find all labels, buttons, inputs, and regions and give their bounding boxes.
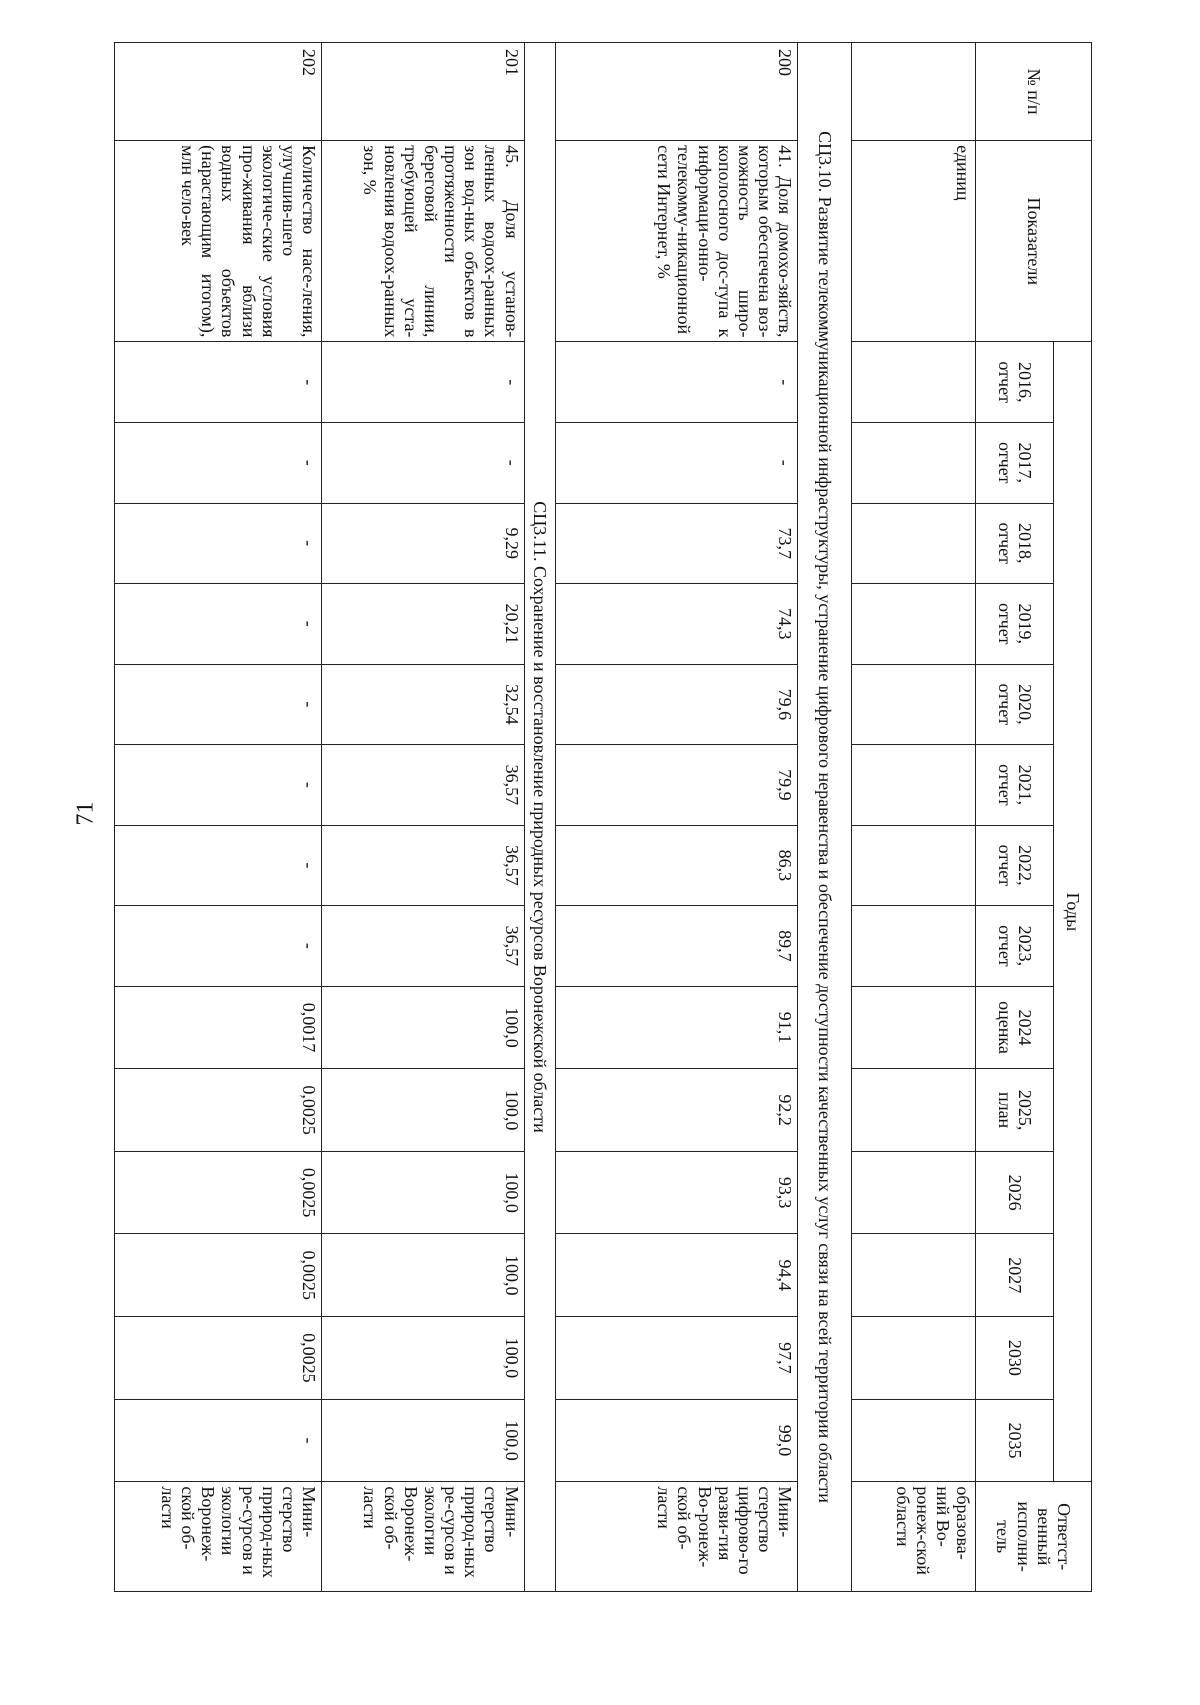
header-year: 2035 — [976, 1399, 1054, 1482]
cell-value: 9,29 — [322, 503, 525, 584]
section-title: СЦ3.11. Сохранение и восстановление природных ресурсов Воронежской области — [524, 43, 555, 1592]
cell-no: 201 — [322, 43, 525, 141]
cell-value: 94,4 — [555, 1234, 798, 1317]
cell-indicator: 45. Доля установ-ленных водоох-ранных зон вод-ных объектов в протяженности береговой линии, требующей уста-новления водоох-ранных зон, % — [322, 141, 525, 342]
cell-indicator: 41. Доля домохо-зяйств, которым обеспечена воз-можность широ-кополосного дос-тупа к информаци-онно-телекомму-никационной сети Интернет, % — [555, 141, 798, 342]
table-row — [115, 43, 322, 1592]
header-year: 2026 — [976, 1151, 1054, 1234]
cell-value: - — [115, 664, 322, 745]
cell-value: 100,0 — [322, 986, 525, 1069]
cell-no — [851, 43, 976, 141]
section-title: СЦ3.10. Развитие телекоммуникационной инфраструктуры, устранение цифрового неравенства и обеспечение доступности качественных услуг связи на всей территории области — [798, 43, 851, 1592]
cell-value: - — [115, 342, 322, 423]
header-indicator: Показатели — [976, 141, 1092, 342]
header-year: 2020, отчет — [976, 664, 1054, 745]
cell-value: 92,2 — [555, 1069, 798, 1152]
table-row-continuation — [851, 43, 976, 1592]
cell-value: 100,0 — [322, 1151, 525, 1234]
cell-value: 89,7 — [555, 906, 798, 987]
cell-value: 100,0 — [322, 1399, 525, 1482]
cell-responsible: образова-ний Во-ронеж-ской области — [851, 1482, 976, 1592]
section-row — [524, 43, 555, 1592]
cell-value: 100,0 — [322, 1069, 525, 1152]
header-year: 2018, отчет — [976, 503, 1054, 584]
cell-value: - — [115, 906, 322, 987]
cell-value: - — [555, 422, 798, 503]
cell-no: 202 — [115, 43, 322, 141]
cell-value: 74,3 — [555, 584, 798, 665]
header-year: 2016, отчет — [976, 342, 1054, 423]
cell-value: - — [115, 825, 322, 906]
header-row-top — [1054, 43, 1092, 1592]
cell-indicator: единиц — [851, 141, 976, 342]
cell-value: 20,21 — [322, 584, 525, 665]
cell-value: - — [555, 342, 798, 423]
header-year: 2021, отчет — [976, 745, 1054, 826]
header-year: 2017, отчет — [976, 422, 1054, 503]
cell-value: 100,0 — [322, 1234, 525, 1317]
indicators-table — [114, 42, 1092, 1592]
header-years-group: Годы — [1054, 342, 1092, 1482]
cell-value: - — [115, 503, 322, 584]
table-row — [322, 43, 525, 1592]
cell-value: 0,0017 — [115, 986, 322, 1069]
cell-value: 32,54 — [322, 664, 525, 745]
cell-value: 0,0025 — [115, 1151, 322, 1234]
cell-value: 36,57 — [322, 745, 525, 826]
cell-value: - — [115, 584, 322, 665]
header-responsible: Ответст-венный исполни-тель — [976, 1482, 1092, 1592]
cell-responsible: Мини-стерство природ-ных ре-сурсов и экологии Воронеж-ской об-ласти — [115, 1482, 322, 1592]
cell-value: 0,0025 — [115, 1069, 322, 1152]
cell-value: 86,3 — [555, 825, 798, 906]
cell-value: 0,0025 — [115, 1234, 322, 1317]
cell-no: 200 — [555, 43, 798, 141]
cell-value: - — [115, 745, 322, 826]
cell-value: 73,7 — [555, 503, 798, 584]
header-year: 2022, отчет — [976, 825, 1054, 906]
table-row — [555, 43, 798, 1592]
cell-value: - — [115, 1399, 322, 1482]
cell-responsible: Мини-стерство цифрово-го разви-тия Во-ронеж-ской об-ласти — [555, 1482, 798, 1592]
header-year: 2024 оценка — [976, 986, 1054, 1069]
cell-indicator: Количество насе-ления, улучшив-шего экологиче-ские условия про-живания вблизи водных объектов (нарастающим итогом), млн чело-век — [115, 141, 322, 342]
header-year: 2019, отчет — [976, 584, 1054, 665]
header-year: 2023, отчет — [976, 906, 1054, 987]
header-year: 2030 — [976, 1317, 1054, 1400]
cell-value: 36,57 — [322, 906, 525, 987]
cell-value: - — [115, 422, 322, 503]
cell-value: - — [322, 422, 525, 503]
section-row — [798, 43, 851, 1592]
cell-value: 79,6 — [555, 664, 798, 745]
cell-value: 91,1 — [555, 986, 798, 1069]
rotated-table-container — [114, 42, 1092, 1592]
cell-value: 99,0 — [555, 1399, 798, 1482]
cell-value: 0,0025 — [115, 1317, 322, 1400]
cell-value: - — [322, 342, 525, 423]
header-year: 2027 — [976, 1234, 1054, 1317]
header-no: № п/п — [976, 43, 1092, 141]
cell-value: 79,9 — [555, 745, 798, 826]
page-number: 71 — [72, 801, 99, 826]
cell-value: 36,57 — [322, 825, 525, 906]
cell-value: 93,3 — [555, 1151, 798, 1234]
cell-value: 97,7 — [555, 1317, 798, 1400]
header-year: 2025, план — [976, 1069, 1054, 1152]
cell-responsible: Мини-стерство природ-ных ре-сурсов и экологии Воронеж-ской об-ласти — [322, 1482, 525, 1592]
cell-value: 100,0 — [322, 1317, 525, 1400]
